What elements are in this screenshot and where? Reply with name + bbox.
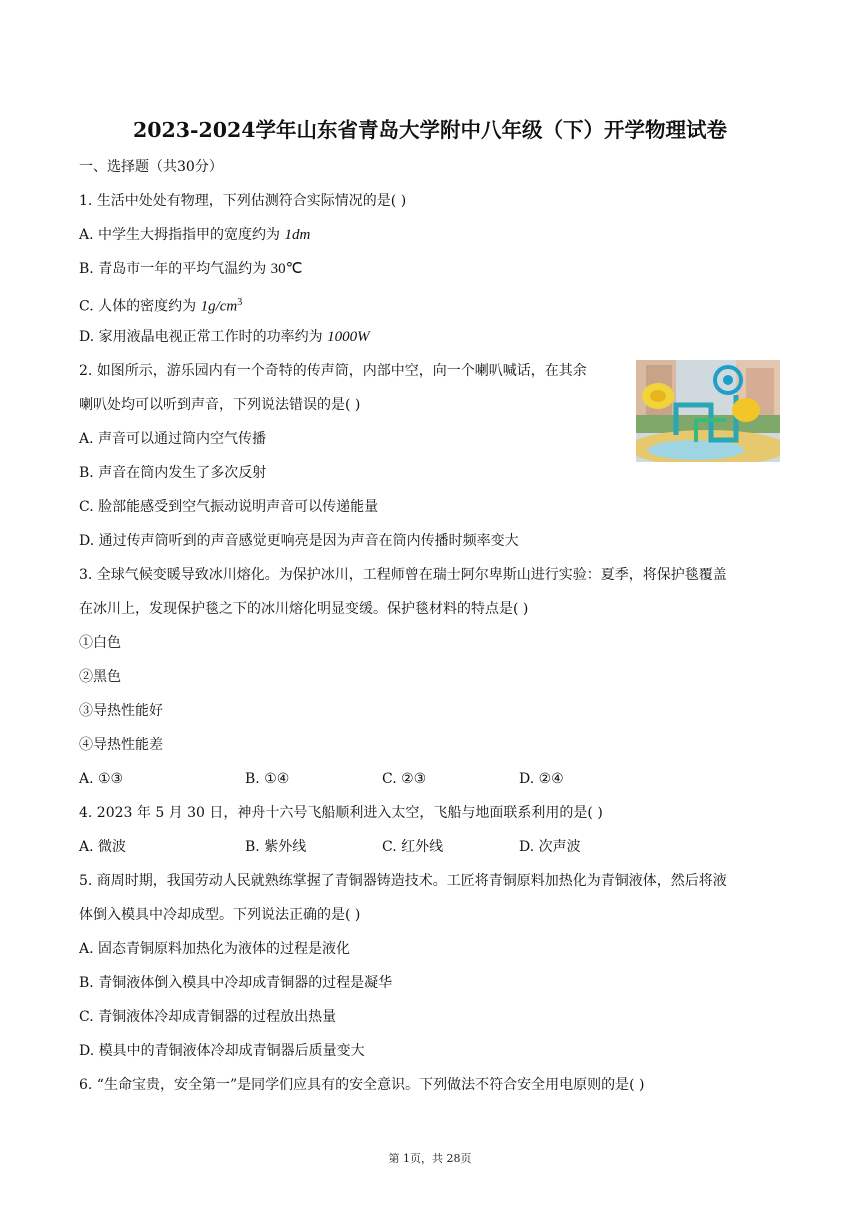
q1-option-c-value: 1g/cm — [200, 298, 238, 315]
q2-stem-line2: 喇叭处均可以听到声音，下列说法错误的是( ) — [79, 397, 361, 413]
q3-option-b: B. ①④ — [245, 771, 290, 787]
q3-item-2: ②黑色 — [79, 669, 121, 685]
page-title: 2023-2024学年山东省青岛大学附中八年级（下）开学物理试卷 — [132, 118, 728, 142]
q3-option-c: C. ②③ — [382, 771, 427, 787]
q1-option-c — [79, 293, 242, 317]
q1-option-a-text: A. 中学生大拇指指甲的宽度约为 — [79, 227, 285, 243]
page-footer: 第 1页，共 28页 — [388, 1152, 472, 1165]
q5-option-d: D. 模具中的青铜液体冷却成青铜器后质量变大 — [79, 1043, 365, 1059]
q2-stem-line1: 2. 如图所示，游乐园内有一个奇特的传声筒，内部中空，向一个喇叭喊话，在其余 — [79, 363, 587, 379]
q4-option-a: A. 微波 — [79, 839, 127, 855]
section-heading: 一、选择题（共30分） — [79, 159, 223, 175]
q4-option-d: D. 次声波 — [519, 839, 581, 855]
q1-option-c-exponent: 3 — [237, 297, 243, 308]
q4-option-c: C. 红外线 — [382, 839, 444, 855]
q1-option-b-value: 30℃ — [270, 261, 303, 277]
q5-option-a: A. 固态青铜原料加热化为液体的过程是液化 — [79, 941, 351, 957]
q2-option-d: D. 通过传声筒听到的声音感觉更响亮是因为声音在筒内传播时频率变大 — [79, 533, 519, 549]
q1-option-b — [79, 259, 303, 279]
q4-stem: 4. 2023 年 5 月 30 日，神舟十六号飞船顺利进入太空，飞船与地面联系利用的是( ) — [79, 805, 603, 821]
q3-item-1: ①白色 — [79, 635, 121, 651]
q1-option-a — [79, 225, 310, 245]
q5-stem-line1: 5. 商周时期，我国劳动人民就熟练掌握了青铜器铸造技术。工匠将青铜原料加热化为青铜液体，然后将液 — [79, 873, 727, 889]
q3-stem-line2: 在冰川上，发现保护毯之下的冰川熔化明显变缓。保护毯材料的特点是( ) — [79, 601, 529, 617]
q1-option-d-value: 1000W — [327, 329, 370, 345]
q3-stem-line1: 3. 全球气候变暖导致冰川熔化。为保护冰川，工程师曾在瑞士阿尔卑斯山进行实验：夏季，将保护毯覆盖 — [79, 567, 727, 583]
q3-item-3: ③导热性能好 — [79, 703, 163, 719]
q2-option-c: C. 脸部能感受到空气振动说明声音可以传递能量 — [79, 499, 379, 515]
q5-option-b: B. 青铜液体倒入模具中冷却成青铜器的过程是凝华 — [79, 975, 393, 991]
q3-option-d: D. ②④ — [519, 771, 564, 787]
q1-option-c-text: C. 人体的密度约为 — [79, 298, 201, 315]
q6-stem: 6. “生命宝贵，安全第一”是同学们应具有的安全意识。下列做法不符合安全用电原则的是( ) — [79, 1077, 645, 1093]
q1-option-d — [79, 327, 370, 347]
q1-option-d-text: D. 家用液晶电视正常工作时的功率约为 — [79, 329, 328, 345]
q2-option-a: A. 声音可以通过筒内空气传播 — [79, 431, 267, 447]
q1-option-a-value: 1dm — [284, 227, 311, 243]
speaking-tube-photo — [636, 360, 780, 462]
q5-option-c: C. 青铜液体冷却成青铜器的过程放出热量 — [79, 1009, 337, 1025]
q3-item-4: ④导热性能差 — [79, 737, 163, 753]
q1-stem: 1. 生活中处处有物理，下列估测符合实际情况的是( ) — [79, 193, 407, 209]
q3-option-a: A. ①③ — [79, 771, 124, 787]
q5-stem-line2: 体倒入模具中冷却成型。下列说法正确的是( ) — [79, 907, 361, 923]
q1-option-b-text: B. 青岛市一年的平均气温约为 — [79, 261, 271, 277]
q2-option-b: B. 声音在筒内发生了多次反射 — [79, 465, 267, 481]
q4-option-b: B. 紫外线 — [245, 839, 307, 855]
